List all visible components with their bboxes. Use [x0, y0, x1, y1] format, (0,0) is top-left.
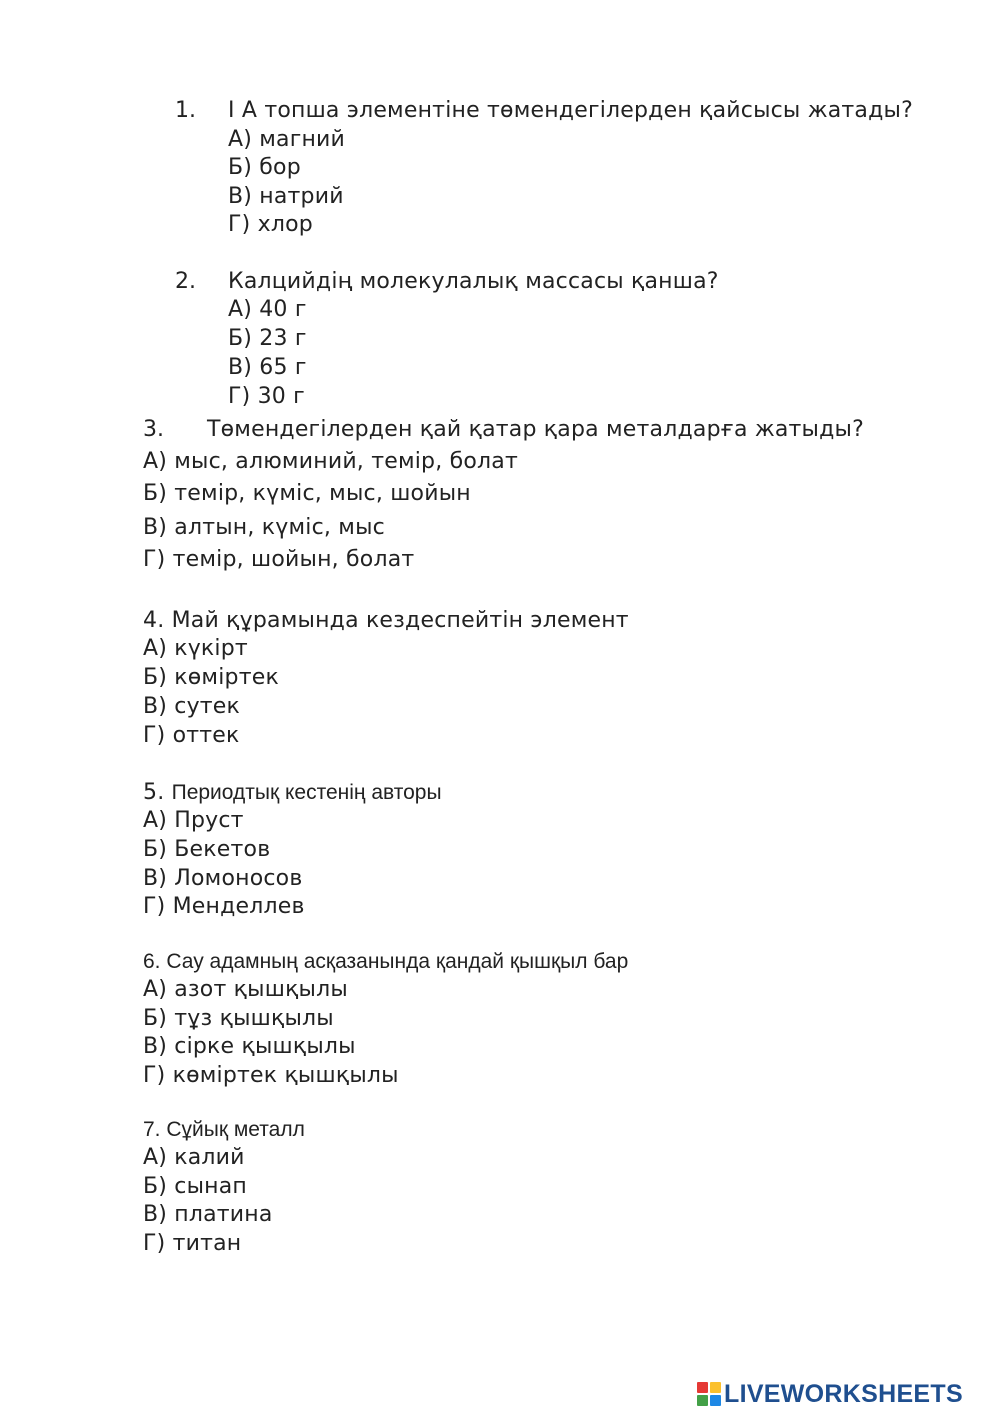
liveworksheets-logo-text: LIVEWORKSHEETS [724, 1379, 963, 1408]
question-2-text: Калцийдің молекулалық массасы қанша? [228, 269, 719, 294]
question-6-number: 6. [143, 950, 161, 973]
question-7-option-b: Б) сынап [143, 1174, 247, 1199]
question-3-option-a: А) мыс, алюминий, темір, болат [143, 449, 518, 474]
logo-square-blue [710, 1395, 721, 1406]
question-6-option-b: Б) тұз қышқылы [143, 1006, 334, 1031]
question-3-text: Төмендегілерден қай қатар қара металдарға жатыды? [207, 417, 864, 442]
question-6-option-c: В) сірке қышқылы [143, 1034, 356, 1059]
question-7-number: 7. [143, 1118, 161, 1141]
logo-square-red [697, 1382, 708, 1393]
liveworksheets-logo-icon [697, 1382, 721, 1406]
logo-square-green [697, 1395, 708, 1406]
question-4-option-b: Б) көміртек [143, 665, 279, 690]
question-3-option-b: Б) темір, күміс, мыс, шойын [143, 481, 471, 506]
question-5-option-a: А) Пруст [143, 808, 244, 833]
question-4-option-d: Г) оттек [143, 723, 240, 748]
question-7-option-c: В) платина [143, 1202, 273, 1227]
question-2-option-a: А) 40 г [228, 297, 307, 322]
question-4-option-c: В) сутек [143, 694, 241, 719]
question-1-option-c: В) натрий [228, 184, 344, 209]
question-4-option-a: А) күкірт [143, 636, 248, 661]
question-7-option-d: Г) титан [143, 1231, 242, 1256]
question-5-text: Периодтық кестенің авторы [171, 781, 442, 804]
question-2-option-c: В) 65 г [228, 355, 307, 380]
question-5-heading [143, 779, 442, 807]
question-5-number: 5. [143, 780, 165, 805]
question-6-option-a: А) азот қышқылы [143, 977, 348, 1002]
question-1-option-b: Б) бор [228, 155, 301, 180]
question-7-heading [143, 1116, 305, 1144]
question-4-text: Май құрамында кездеспейтін элемент [171, 608, 629, 633]
question-1-option-a: А) магний [228, 127, 346, 152]
question-2-number: 2. [175, 269, 196, 294]
question-1-option-d: Г) хлор [228, 212, 313, 237]
question-5-option-c: В) Ломоносов [143, 866, 303, 891]
logo-square-yellow [710, 1382, 721, 1393]
question-3-number: 3. [143, 417, 164, 442]
question-5-option-d: Г) Менделлев [143, 894, 305, 919]
question-1-text: I А топша элементіне төмендегілерден қайсысы жатады? [228, 98, 913, 123]
question-1-number: 1. [175, 98, 196, 123]
question-4-heading [143, 607, 629, 635]
question-2-option-b: Б) 23 г [228, 326, 307, 351]
question-3-option-d: Г) темір, шойын, болат [143, 547, 415, 572]
question-4-number: 4. [143, 608, 165, 633]
question-2-option-d: Г) 30 г [228, 384, 305, 409]
question-7-text: Сұйық металл [166, 1118, 305, 1141]
question-5-option-b: Б) Бекетов [143, 837, 271, 862]
question-7-option-a: А) калий [143, 1145, 245, 1170]
question-6-heading [143, 948, 628, 976]
liveworksheets-logo[interactable] [697, 1380, 963, 1408]
question-3-option-c: В) алтын, күміс, мыс [143, 515, 385, 540]
question-6-option-d: Г) көміртек қышқылы [143, 1063, 399, 1088]
question-6-text: Сау адамның асқазанында қандай қышқыл бар [166, 950, 629, 973]
